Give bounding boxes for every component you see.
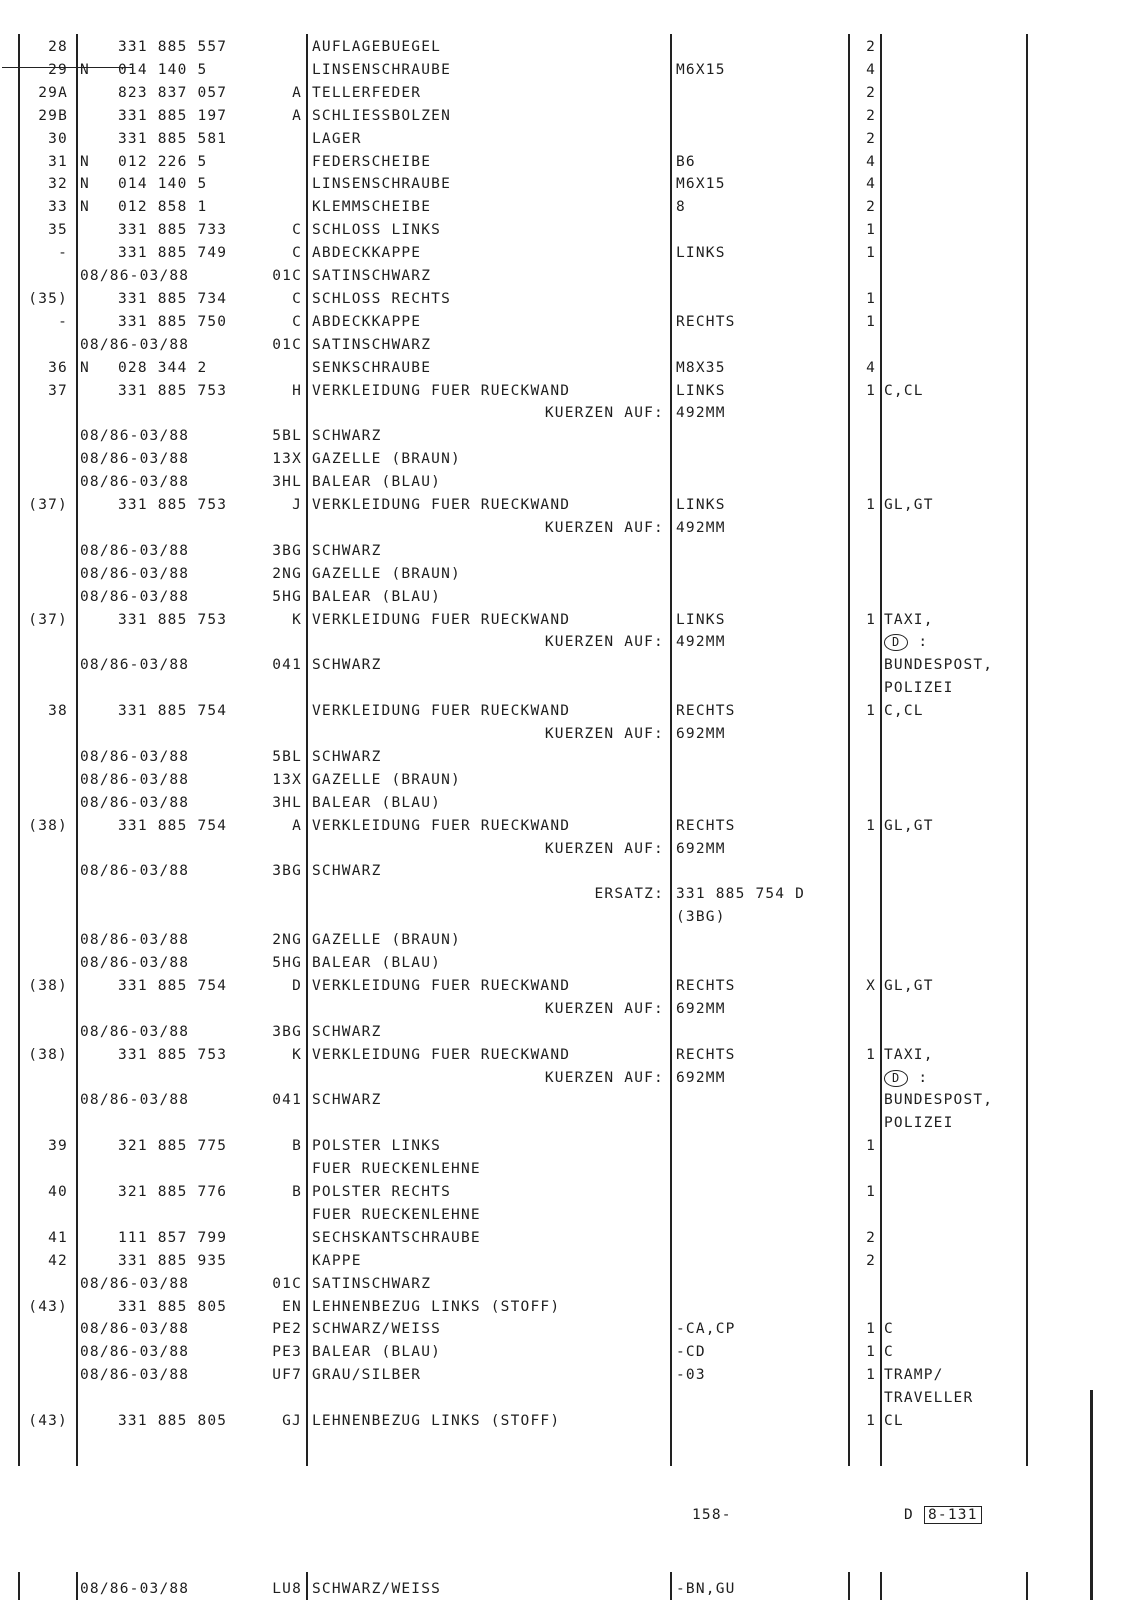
remark: C [884,1321,894,1338]
description: KLEMMSCHEIBE [312,199,432,216]
pos-number: (38) [28,977,68,994]
description: GAZELLE (BRAUN) [312,771,461,788]
part-number: 321 885 775 [118,1138,228,1155]
description: BALEAR (BLAU) [312,955,442,971]
part-number: 331 885 749 [118,245,228,262]
quantity: 2 [866,130,876,147]
part-number: 823 837 057 [118,84,228,101]
description: ERSATZ: [594,886,664,903]
suffix: 3HL [272,474,302,491]
description: LEHNENBEZUG LINKS (STOFF) [312,1413,561,1429]
quantity: 2 [866,84,876,101]
remark: CL [884,1413,904,1429]
prefix: N [80,61,90,78]
description: GAZELLE (BRAUN) [312,932,461,949]
table-rule-prefix [76,34,78,1466]
prefix: 08/86-03/88 [80,588,190,605]
quantity: 1 [866,245,876,262]
note: -03 [676,1367,706,1384]
prefix: 08/86-03/88 [80,1275,190,1292]
quantity: 1 [866,1321,876,1338]
part-number: 331 885 581 [118,130,228,147]
next-rule-remark [880,1572,882,1600]
table-rule-remark [880,34,882,1466]
part-number: 331 885 805 [118,1298,228,1315]
remark: GL,GT [884,817,934,834]
next-rule-right [1026,1572,1028,1600]
note: LINKS [676,611,726,628]
suffix: C [292,313,302,330]
pos-number: (43) [28,1413,68,1429]
description: SCHWARZ [312,1092,382,1109]
part-number: 331 885 753 [118,611,228,628]
suffix: 3BG [272,863,302,880]
description: BALEAR (BLAU) [312,588,442,605]
prefix: 08/86-03/88 [80,565,190,582]
suffix: 041 [272,657,302,674]
next-row-text: SCHWARZ/WEISS [312,1581,442,1597]
quantity: 1 [866,611,876,628]
prefix: 08/86-03/88 [80,542,190,559]
quantity: 1 [866,1413,876,1429]
suffix: 01C [272,336,302,353]
prefix: 08/86-03/88 [80,268,190,284]
next-rule-text [306,1572,308,1600]
description: KUERZEN AUF: [544,840,664,857]
pos-number: - [58,245,68,262]
country-circle: D [884,1070,908,1087]
description: VERKLEIDUNG FUER RUECKWAND [312,1046,571,1063]
suffix: 5BL [272,748,302,765]
pos-number: 29B [38,107,68,124]
description: POLSTER RECHTS [312,1184,452,1200]
description: LINSENSCHRAUBE [312,176,452,193]
pos-number: (35) [28,290,68,307]
part-number: 111 857 799 [118,1229,228,1246]
note: RECHTS [676,703,736,720]
prefix: 08/86-03/88 [80,863,190,880]
note: RECHTS [676,977,736,994]
suffix: B [292,1184,302,1200]
part-number: 331 885 754 [118,817,228,834]
suffix: 3BG [272,1023,302,1040]
quantity: 1 [866,1138,876,1155]
quantity: 2 [866,1252,876,1269]
next-row-note: -BN,GU [676,1581,736,1597]
margin-bar [1090,1390,1093,1600]
pos-number: 29 [48,61,68,78]
part-number: 331 885 750 [118,313,228,330]
description: LINSENSCHRAUBE [312,61,452,78]
part-number: 331 885 197 [118,107,228,124]
note: 692MM [676,1000,726,1017]
prefix: 08/86-03/88 [80,1023,190,1040]
table-rule-right [1026,34,1028,1466]
pos-number: (38) [28,817,68,834]
part-number: 331 885 754 [118,703,228,720]
note: LINKS [676,382,726,399]
pos-number: 39 [48,1138,68,1155]
quantity: X [866,977,876,994]
note: RECHTS [676,1046,736,1063]
remark: BUNDESPOST, [884,657,994,674]
description: VERKLEIDUNG FUER RUECKWAND [312,382,571,399]
prefix: 08/86-03/88 [80,1344,190,1361]
description: KUERZEN AUF: [544,405,664,422]
quantity: 1 [866,817,876,834]
remark: BUNDESPOST, [884,1092,994,1109]
description: KAPPE [312,1252,362,1269]
description: VERKLEIDUNG FUER RUECKWAND [312,611,571,628]
quantity: 1 [866,382,876,399]
suffix: PE2 [272,1321,302,1338]
suffix: 2NG [272,932,302,949]
description: SCHLOSS LINKS [312,222,442,239]
next-rule-qty [848,1572,850,1600]
remark: TAXI, [884,1046,934,1063]
suffix: 13X [272,771,302,788]
remark [884,1067,928,1089]
remark: GL,GT [884,497,934,513]
note: LINKS [676,497,726,513]
pos-number: (37) [28,611,68,628]
suffix: 3BG [272,542,302,559]
description: SCHLOSS RECHTS [312,290,452,307]
pos-number: 28 [48,39,68,55]
part-number: 331 885 753 [118,382,228,399]
description: VERKLEIDUNG FUER RUECKWAND [312,977,571,994]
remark [884,631,928,653]
description: KUERZEN AUF: [544,1069,664,1086]
part-number: 014 140 5 [118,176,208,193]
description: FUER RUECKENLEHNE [312,1161,481,1178]
description: SCHWARZ [312,542,382,559]
note: 492MM [676,519,726,536]
description: BALEAR (BLAU) [312,474,442,491]
pos-number: 38 [48,703,68,720]
part-number: 321 885 776 [118,1184,228,1200]
suffix: 041 [272,1092,302,1109]
next-row-suffix: LU8 [272,1581,302,1597]
country-colon: : [908,634,929,651]
suffix: K [292,1046,302,1063]
suffix: 5BL [272,428,302,445]
quantity: 1 [866,222,876,239]
part-number: 331 885 753 [118,497,228,513]
quantity: 1 [866,1344,876,1361]
suffix: 2NG [272,565,302,582]
remark: C,CL [884,703,924,720]
suffix: 13X [272,451,302,468]
pos-number: 42 [48,1252,68,1269]
pos-number: (37) [28,497,68,513]
pos-number: 36 [48,359,68,376]
prefix: N [80,199,90,216]
quantity: 2 [866,199,876,216]
description: SCHWARZ [312,657,382,674]
part-number: 331 885 805 [118,1413,228,1429]
pos-number: - [58,313,68,330]
quantity: 1 [866,313,876,330]
part-number: 331 885 734 [118,290,228,307]
prefix: 08/86-03/88 [80,428,190,445]
description: SATINSCHWARZ [312,336,432,353]
prefix: 08/86-03/88 [80,932,190,949]
description: LEHNENBEZUG LINKS (STOFF) [312,1298,561,1315]
note: LINKS [676,245,726,262]
prefix: 08/86-03/88 [80,794,190,811]
suffix: K [292,611,302,628]
remark: TAXI, [884,611,934,628]
suffix: C [292,245,302,262]
description: LAGER [312,130,362,147]
suffix: 5HG [272,955,302,971]
description: SCHWARZ [312,863,382,880]
quantity: 1 [866,1046,876,1063]
note: 692MM [676,840,726,857]
description: VERKLEIDUNG FUER RUECKWAND [312,497,571,513]
prefix: 08/86-03/88 [80,451,190,468]
description: SENKSCHRAUBE [312,359,432,376]
prefix: 08/86-03/88 [80,336,190,353]
quantity: 4 [866,153,876,170]
quantity: 1 [866,290,876,307]
quantity: 2 [866,107,876,124]
pos-number: 40 [48,1184,68,1200]
description: GAZELLE (BRAUN) [312,565,461,582]
pos-number: 41 [48,1229,68,1246]
description: GAZELLE (BRAUN) [312,451,461,468]
pos-number: 35 [48,222,68,239]
description: FEDERSCHEIBE [312,153,432,170]
remark: GL,GT [884,977,934,994]
description: AUFLAGEBUEGEL [312,39,442,55]
section-ref [924,1504,982,1526]
suffix: D [292,977,302,994]
note: (3BG) [676,909,726,926]
note: 331 885 754 D [676,886,806,903]
part-number: 012 226 5 [118,153,208,170]
suffix: EN [282,1298,302,1315]
quantity: 1 [866,1367,876,1384]
description: VERKLEIDUNG FUER RUECKWAND [312,817,571,834]
note: 492MM [676,634,726,651]
part-number: 014 140 5 [118,61,208,78]
note: M6X15 [676,176,726,193]
suffix: B [292,1138,302,1155]
section-letter: D [904,1507,914,1523]
pos-number: (38) [28,1046,68,1063]
prefix: 08/86-03/88 [80,474,190,491]
description: KUERZEN AUF: [544,1000,664,1017]
prefix: 08/86-03/88 [80,1092,190,1109]
country-colon: : [908,1069,929,1086]
suffix: GJ [282,1413,302,1429]
prefix: 08/86-03/88 [80,1367,190,1384]
quantity: 2 [866,39,876,55]
quantity: 1 [866,497,876,513]
description: SATINSCHWARZ [312,1275,432,1292]
description: KUERZEN AUF: [544,634,664,651]
description: TELLERFEDER [312,84,422,101]
description: BALEAR (BLAU) [312,794,442,811]
next-row-prefix: 08/86-03/88 [80,1581,190,1597]
pos-number: 31 [48,153,68,170]
part-number: 331 885 754 [118,977,228,994]
part-number: 331 885 557 [118,39,228,55]
description: POLSTER LINKS [312,1138,442,1155]
part-number: 331 885 935 [118,1252,228,1269]
suffix: 5HG [272,588,302,605]
note: RECHTS [676,817,736,834]
country-circle: D [884,634,908,651]
suffix: A [292,107,302,124]
pos-number: 32 [48,176,68,193]
remark: TRAVELLER [884,1390,974,1407]
remark: TRAMP/ [884,1367,944,1384]
description: SCHWARZ [312,1023,382,1040]
remark: POLIZEI [884,1115,954,1132]
description: GRAU/SILBER [312,1367,422,1384]
next-rule-prefix [76,1572,78,1600]
prefix: 08/86-03/88 [80,657,190,674]
description: SCHLIESSBOLZEN [312,107,452,124]
suffix: UF7 [272,1367,302,1384]
section-ref-box: 8-131 [924,1506,982,1524]
next-rule-note [670,1572,672,1600]
note: M6X15 [676,61,726,78]
remark: POLIZEI [884,680,954,697]
suffix: A [292,817,302,834]
next-rule-left [18,1572,20,1600]
suffix: 01C [272,1275,302,1292]
description: KUERZEN AUF: [544,519,664,536]
suffix: A [292,84,302,101]
prefix: N [80,359,90,376]
suffix: 3HL [272,794,302,811]
note: 492MM [676,405,726,422]
note: M8X35 [676,359,726,376]
suffix: C [292,222,302,239]
note: -CA,CP [676,1321,736,1338]
suffix: PE3 [272,1344,302,1361]
prefix: N [80,176,90,193]
description: FUER RUECKENLEHNE [312,1206,481,1223]
suffix: J [292,497,302,513]
quantity: 1 [866,703,876,720]
note: -CD [676,1344,706,1361]
part-number: 331 885 753 [118,1046,228,1063]
page-number: 158- [692,1507,732,1523]
part-number: 028 344 2 [118,359,208,376]
prefix: 08/86-03/88 [80,1321,190,1338]
note: 8 [676,199,686,216]
pos-number: 30 [48,130,68,147]
prefix: 08/86-03/88 [80,955,190,971]
note: B6 [676,153,696,170]
pos-number: (43) [28,1298,68,1315]
pos-number: 33 [48,199,68,216]
note: 692MM [676,1069,726,1086]
description: KUERZEN AUF: [544,726,664,742]
table-rule-text [306,34,308,1466]
quantity: 4 [866,176,876,193]
description: ABDECKKAPPE [312,313,422,330]
quantity: 1 [866,1184,876,1200]
description: ABDECKKAPPE [312,245,422,262]
description: BALEAR (BLAU) [312,1344,442,1361]
quantity: 2 [866,1229,876,1246]
prefix: 08/86-03/88 [80,748,190,765]
description: SCHWARZ [312,428,382,445]
description: VERKLEIDUNG FUER RUECKWAND [312,703,571,720]
quantity: 4 [866,61,876,78]
description: SCHWARZ [312,748,382,765]
pos-number: 29A [38,84,68,101]
prefix: 08/86-03/88 [80,771,190,788]
suffix: H [292,382,302,399]
suffix: C [292,290,302,307]
description: SATINSCHWARZ [312,268,432,284]
part-number: 012 858 1 [118,199,208,216]
pos-number: 37 [48,382,68,399]
prefix: N [80,153,90,170]
suffix: 01C [272,268,302,284]
description: SECHSKANTSCHRAUBE [312,1229,481,1246]
quantity: 4 [866,359,876,376]
remark: C,CL [884,382,924,399]
note: RECHTS [676,313,736,330]
description: SCHWARZ/WEISS [312,1321,442,1338]
note: 692MM [676,726,726,742]
part-number: 331 885 733 [118,222,228,239]
remark: C [884,1344,894,1361]
table-rule-note [670,34,672,1466]
